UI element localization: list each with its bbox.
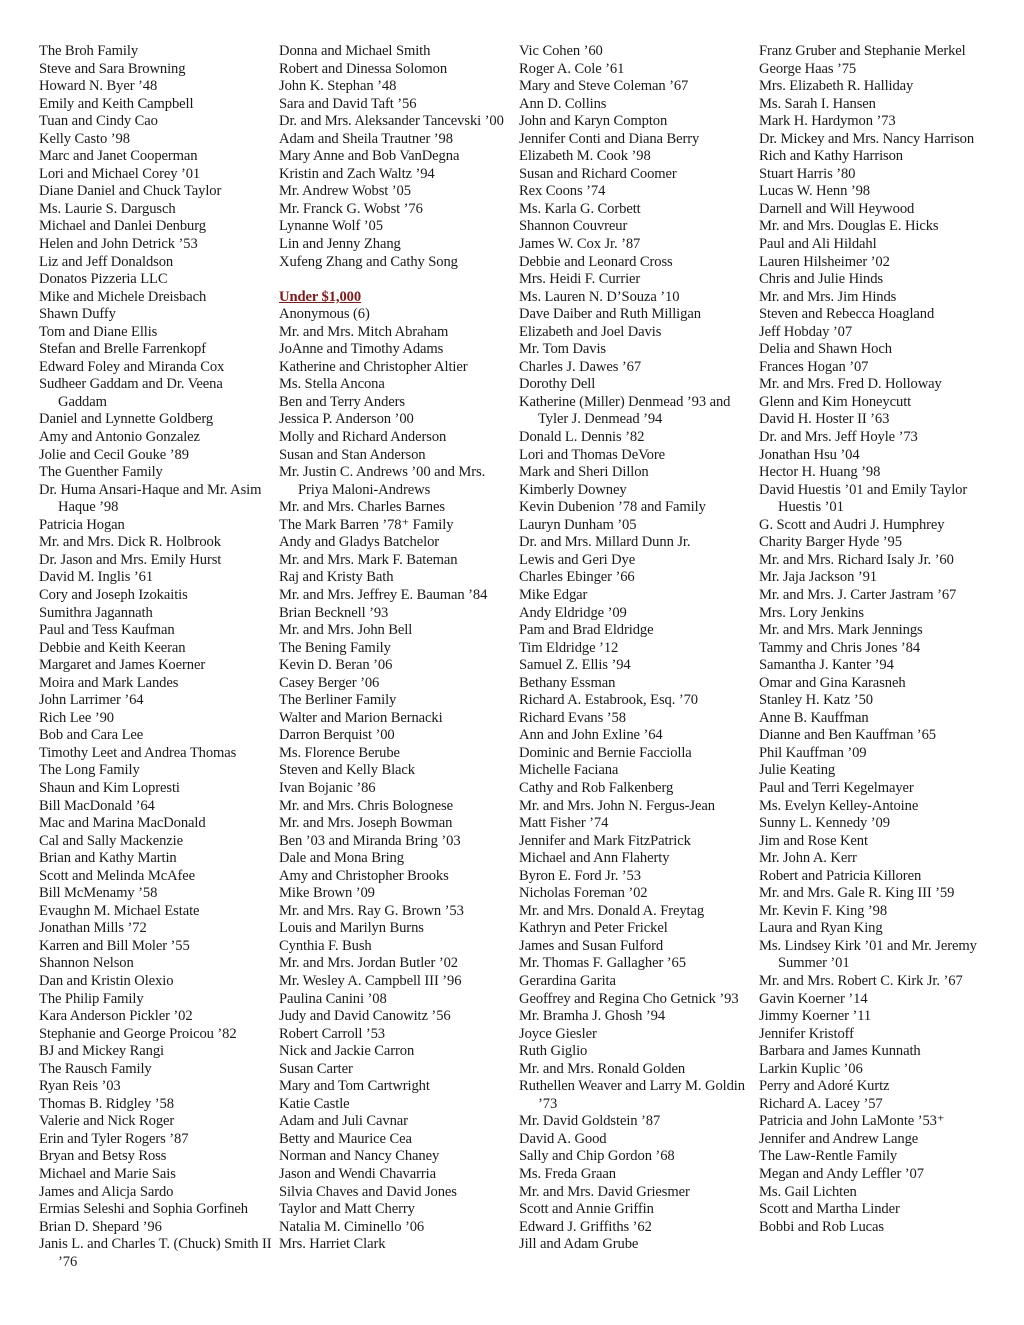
donor-name: Marc and Janet Cooperman: [39, 148, 198, 165]
donor-name: Adam and Sheila Trautner ’98: [279, 130, 453, 147]
donor-name: Richard A. Estabrook, Esq. ’70: [519, 692, 698, 709]
donor-name: Kelly Casto ’98: [39, 130, 130, 147]
donor-name: BJ and Mickey Rangi: [39, 1043, 164, 1060]
donor-name: Samuel Z. Ellis ’94: [519, 657, 631, 674]
donor-name: Shaun and Kim Lopresti: [39, 779, 180, 796]
donor-name: Mr. John A. Kerr: [759, 850, 857, 867]
donor-name: Mr. and Mrs. Gale R. King III ’59: [759, 885, 955, 902]
donor-name: Roger A. Cole ’61: [519, 60, 625, 77]
donor-name: Jeff Hobday ’07: [759, 323, 853, 340]
donor-name: Emily and Keith Campbell: [39, 95, 194, 112]
donor-name: Mark H. Hardymon ’73: [759, 113, 896, 130]
donor-name: John Larrimer ’64: [39, 692, 144, 709]
donor-name: Mr. Wesley A. Campbell III ’96: [279, 972, 462, 989]
donor-name: Cory and Joseph Izokaitis: [39, 586, 188, 603]
donor-name: Andy and Gladys Batchelor: [279, 534, 440, 551]
donor-name: Steven and Kelly Black: [279, 762, 415, 779]
donor-name: Ms. Lindsey Kirk ’01 and Mr. Jeremy Summer ’01: [759, 937, 977, 972]
donor-name: Dominic and Bernie Facciolla: [519, 744, 692, 761]
donor-name: Bobbi and Rob Lucas: [759, 1218, 884, 1235]
donor-name: Tim Eldridge ’12: [519, 639, 619, 656]
donor-name: Phil Kauffman ’09: [759, 744, 867, 761]
donor-name: Cal and Sally Mackenzie: [39, 832, 183, 849]
donor-name: Charity Barger Hyde ’95: [759, 534, 902, 551]
donor-name: Michael and Danlei Denburg: [39, 218, 206, 235]
donor-name: Xufeng Zhang and Cathy Song: [279, 253, 458, 270]
donor-column-1: [39, 43, 275, 1271]
donor-name: Bill McMenamy ’58: [39, 885, 158, 902]
donor-name: Ann D. Collins: [519, 95, 607, 112]
donor-name: Diane Daniel and Chuck Taylor: [39, 183, 222, 200]
donor-name: Susan and Stan Anderson: [279, 446, 426, 463]
donor-name: Barbara and James Kunnath: [759, 1043, 921, 1060]
donor-name: Perry and Adoré Kurtz: [759, 1078, 890, 1095]
donor-name: Mike Edgar: [519, 586, 588, 603]
donor-name: Jonathan Hsu ’04: [759, 446, 860, 463]
donor-name: Elizabeth and Joel Davis: [519, 323, 662, 340]
donor-name: Dale and Mona Bring: [279, 850, 404, 867]
donor-name: Louis and Marilyn Burns: [279, 920, 424, 937]
donor-name: David M. Inglis ’61: [39, 569, 154, 586]
donor-name: Dr. and Mrs. Millard Dunn Jr.: [519, 534, 691, 551]
donor-name: Adam and Juli Cavnar: [279, 1113, 408, 1130]
donor-name: The Bening Family: [279, 639, 391, 656]
donor-name: Mr. Tom Davis: [519, 341, 607, 358]
donor-name: Anonymous (6): [279, 306, 370, 323]
donor-name: Jonathan Mills ’72: [39, 920, 147, 937]
donor-name: Tuan and Cindy Cao: [39, 113, 158, 130]
donor-name: Kevin Dubenion ’78 and Family: [519, 499, 706, 516]
donor-name: James and Alicja Sardo: [39, 1183, 174, 1200]
donor-name: Debbie and Leonard Cross: [519, 253, 673, 270]
donor-name: Robert and Patricia Killoren: [759, 867, 922, 884]
donor-name: Ben and Terry Anders: [279, 393, 405, 410]
donor-name: Brian D. Shepard ’96: [39, 1218, 162, 1235]
donor-name: Steve and Sara Browning: [39, 60, 186, 77]
donor-name: Kimberly Downey: [519, 481, 627, 498]
donor-name: Stephanie and George Proicou ’82: [39, 1025, 237, 1042]
donor-name: Mr. and Mrs. Mitch Abraham: [279, 323, 449, 340]
donor-name: Mr. David Goldstein ’87: [519, 1113, 661, 1130]
donor-name: Mr. and Mrs. Douglas E. Hicks: [759, 218, 939, 235]
donor-name: G. Scott and Audri J. Humphrey: [759, 516, 945, 533]
donor-name: James W. Cox Jr. ’87: [519, 236, 641, 253]
donor-name: Ms. Florence Berube: [279, 744, 400, 761]
donor-name: Mr. and Mrs. Ronald Golden: [519, 1060, 686, 1077]
donor-name: Brian Becknell ’93: [279, 604, 389, 621]
donor-name: Mike and Michele Dreisbach: [39, 288, 207, 305]
donor-name: Shannon Couvreur: [519, 218, 628, 235]
donor-name: Byron E. Ford Jr. ’53: [519, 867, 641, 884]
donor-name: Jennifer Conti and Diana Berry: [519, 130, 700, 147]
donor-name: George Haas ’75: [759, 60, 857, 77]
donor-name: Evaughn M. Michael Estate: [39, 902, 200, 919]
donor-name: Katherine (Miller) Denmead ’93 and Tyler J. Denmead ’94: [519, 393, 731, 428]
donor-name: Margaret and James Koerner: [39, 657, 206, 674]
donor-name: John and Karyn Compton: [519, 113, 668, 130]
donor-name: James and Susan Fulford: [519, 937, 664, 954]
donor-name: Joyce Giesler: [519, 1025, 597, 1042]
donor-name: Jessica P. Anderson ’00: [279, 411, 414, 428]
donor-name: Elizabeth M. Cook ’98: [519, 148, 651, 165]
donor-name: David H. Hoster II ’63: [759, 411, 890, 428]
donor-name: Mr. Franck G. Wobst ’76: [279, 200, 423, 217]
donor-name: Ms. Karla G. Corbett: [519, 200, 641, 217]
donor-name: Lynanne Wolf ’05: [279, 218, 383, 235]
donor-name: Amy and Christopher Brooks: [279, 867, 449, 884]
donor-name: Gerardina Garita: [519, 972, 616, 989]
donor-name: Dan and Kristin Olexio: [39, 972, 174, 989]
donor-name: Mr. and Mrs. Robert C. Kirk Jr. ’67: [759, 972, 963, 989]
donor-name: Scott and Martha Linder: [759, 1201, 900, 1218]
donor-name: Tammy and Chris Jones ’84: [759, 639, 921, 656]
donor-name: Mr. Thomas F. Gallagher ’65: [519, 955, 686, 972]
donor-name: Paul and Tess Kaufman: [39, 622, 175, 639]
donor-name: Nick and Jackie Carron: [279, 1043, 415, 1060]
donor-name: Mr. and Mrs. Charles Barnes: [279, 499, 445, 516]
donor-name: Paul and Terri Kegelmayer: [759, 779, 914, 796]
donor-name: Richard Evans ’58: [519, 709, 626, 726]
donor-name: Mary Anne and Bob VanDegna: [279, 148, 460, 165]
section-spacer: [279, 271, 515, 289]
donor-name: Charles J. Dawes ’67: [519, 358, 642, 375]
donor-name: Lori and Thomas DeVore: [519, 446, 666, 463]
donor-name: Chris and Julie Hinds: [759, 271, 883, 288]
donor-name: Edward J. Griffiths ’62: [519, 1218, 652, 1235]
donor-name: Katherine and Christopher Altier: [279, 358, 468, 375]
donor-name: Mr. Bramha J. Ghosh ’94: [519, 1008, 666, 1025]
donor-name: Dr. Jason and Mrs. Emily Hurst: [39, 551, 222, 568]
donor-name: Rich Lee ’90: [39, 709, 114, 726]
donor-name: Anne B. Kauffman: [759, 709, 869, 726]
donor-name: Mr. Kevin F. King ’98: [759, 902, 888, 919]
donor-name: Darnell and Will Heywood: [759, 200, 915, 217]
donor-name: Liz and Jeff Donaldson: [39, 253, 174, 270]
donor-name: Bob and Cara Lee: [39, 727, 144, 744]
donor-name: Betty and Maurice Cea: [279, 1130, 412, 1147]
donor-name: Erin and Tyler Rogers ’87: [39, 1130, 189, 1147]
donor-name: Susan Carter: [279, 1060, 353, 1077]
donor-name: Charles Ebinger ’66: [519, 569, 635, 586]
donor-name: Darron Berquist ’00: [279, 727, 395, 744]
donor-name: Taylor and Matt Cherry: [279, 1201, 415, 1218]
donor-name: Ryan Reis ’03: [39, 1078, 121, 1095]
donor-name: Lauryn Dunham ’05: [519, 516, 637, 533]
donor-name: The Law-Rentle Family: [759, 1148, 898, 1165]
donor-name: Janis L. and Charles T. (Chuck) Smith II ’76: [39, 1236, 272, 1270]
donor-name: Julie Keating: [759, 762, 836, 779]
donor-name: Judy and David Canowitz ’56: [279, 1008, 451, 1025]
donor-name: Casey Berger ’06: [279, 674, 380, 691]
donor-name: Robert Carroll ’53: [279, 1025, 386, 1042]
donor-name: Daniel and Lynnette Goldberg: [39, 411, 214, 428]
donor-name: Silvia Chaves and David Jones: [279, 1183, 457, 1200]
donor-name: Patricia and John LaMonte ’53⁺: [759, 1113, 945, 1130]
donor-name: Richard A. Lacey ’57: [759, 1095, 883, 1112]
donor-name: Ms. Laurie S. Dargusch: [39, 200, 176, 217]
donor-name: Katie Castle: [279, 1095, 350, 1112]
donor-name: Mr. and Mrs. Joseph Bowman: [279, 815, 453, 832]
donor-name: The Philip Family: [39, 990, 144, 1007]
donor-name: The Rausch Family: [39, 1060, 152, 1077]
donor-name: JoAnne and Timothy Adams: [279, 341, 444, 358]
donor-name: Cathy and Rob Falkenberg: [519, 779, 674, 796]
donor-name: Paulina Canini ’08: [279, 990, 387, 1007]
donor-name: Paul and Ali Hildahl: [759, 236, 877, 253]
donor-name: Mrs. Lory Jenkins: [759, 604, 864, 621]
donor-name: Molly and Richard Anderson: [279, 429, 447, 446]
donor-name: Frances Hogan ’07: [759, 358, 869, 375]
donor-name: Michael and Marie Sais: [39, 1166, 176, 1182]
donor-name: Dr. and Mrs. Jeff Hoyle ’73: [759, 429, 918, 446]
donor-name: Mr. and Mrs. Jim Hinds: [759, 288, 897, 305]
donor-name: Jimmy Koerner ’11: [759, 1008, 872, 1025]
donor-name: Ann and John Exline ’64: [519, 727, 663, 744]
donor-name: Jolie and Cecil Gouke ’89: [39, 446, 189, 463]
donor-name: Ben ’03 and Miranda Bring ’03: [279, 832, 461, 849]
donor-name: Mr. Justin C. Andrews ’00 and Mrs. Priya Maloni-Andrews: [279, 464, 486, 498]
donor-name: Jason and Wendi Chavarria: [279, 1166, 436, 1182]
donor-name: The Mark Barren ’78⁺ Family: [279, 516, 454, 533]
donor-name: Lucas W. Henn ’98: [759, 183, 870, 200]
donor-name: David Huestis ’01 and Emily Taylor Huestis ’01: [759, 481, 968, 516]
donor-name: Lauren Hilsheimer ’02: [759, 253, 890, 270]
donor-name: Tom and Diane Ellis: [39, 323, 158, 340]
donor-name: Dr. and Mrs. Aleksander Tancevski ’00: [279, 113, 504, 130]
donor-name: Shawn Duffy: [39, 306, 116, 323]
donor-name: Karren and Bill Moler ’55: [39, 937, 190, 954]
donor-name: Walter and Marion Bernacki: [279, 709, 443, 726]
donor-name: Lori and Michael Corey ’01: [39, 165, 201, 182]
donor-name: Kevin D. Beran ’06: [279, 657, 393, 674]
donor-name: Mr. and Mrs. Ray G. Brown ’53: [279, 902, 464, 919]
donor-name: Larkin Kuplic ’06: [759, 1060, 863, 1077]
donor-name: Mary and Tom Cartwright: [279, 1078, 430, 1095]
donor-name: Michael and Ann Flaherty: [519, 850, 670, 867]
donor-name: Andy Eldridge ’09: [519, 604, 627, 621]
donor-name: Patricia Hogan: [39, 516, 125, 533]
donor-name: Sara and David Taft ’56: [279, 95, 417, 112]
donor-name: Mrs. Heidi F. Currier: [519, 271, 641, 288]
donor-name: The Guenther Family: [39, 464, 163, 481]
donor-name: Delia and Shawn Hoch: [759, 341, 892, 358]
donor-name: Mr. and Mrs. J. Carter Jastram ’67: [759, 586, 957, 603]
donor-name: Amy and Antonio Gonzalez: [39, 429, 200, 446]
donor-name: Ms. Sarah I. Hansen: [759, 95, 876, 112]
donor-name: Mr. and Mrs. Dick R. Holbrook: [39, 534, 221, 551]
donor-name: Donatos Pizzeria LLC: [39, 271, 168, 288]
donor-name: Bryan and Betsy Ross: [39, 1148, 167, 1165]
donor-name: Dave Daiber and Ruth Milligan: [519, 306, 701, 323]
donor-name: Mrs. Elizabeth R. Halliday: [759, 78, 914, 95]
donor-name: Donald L. Dennis ’82: [519, 429, 645, 446]
donor-name: The Berliner Family: [279, 692, 397, 709]
donor-name: Ms. Stella Ancona: [279, 376, 385, 393]
donor-name: Jennifer and Andrew Lange: [759, 1130, 919, 1147]
donor-name: Mac and Marina MacDonald: [39, 815, 206, 832]
donor-name: Brian and Kathy Martin: [39, 850, 177, 867]
donor-name: Ms. Evelyn Kelley-Antoine: [759, 797, 919, 814]
donor-name: Rex Coons ’74: [519, 183, 606, 200]
donor-name: Laura and Ryan King: [759, 920, 883, 937]
donor-name: Stefan and Brelle Farrenkopf: [39, 341, 206, 358]
donor-name: Mike Brown ’09: [279, 885, 375, 902]
donor-name: Sudheer Gaddam and Dr. Veena Gaddam: [39, 376, 223, 410]
donor-column-2: [279, 43, 515, 1254]
donor-name: Mrs. Harriet Clark: [279, 1236, 386, 1253]
donor-name: Mr. and Mrs. Mark F. Bateman: [279, 551, 458, 568]
donor-name: Kristin and Zach Waltz ’94: [279, 165, 435, 182]
donor-name: Shannon Nelson: [39, 955, 134, 972]
donor-name: Kathryn and Peter Frickel: [519, 920, 668, 937]
donor-name: Ms. Gail Lichten: [759, 1183, 857, 1200]
donor-name: Vic Cohen ’60: [519, 43, 603, 59]
donor-name: Mr. and Mrs. Fred D. Holloway: [759, 376, 942, 393]
donor-name: Ruth Giglio: [519, 1043, 588, 1060]
donor-name: Dr. Huma Ansari-Haque and Mr. Asim Haque ’98: [39, 481, 262, 516]
donor-name: Megan and Andy Leffler ’07: [759, 1166, 924, 1182]
donor-name: Glenn and Kim Honeycutt: [759, 393, 912, 410]
donor-name: Moira and Mark Landes: [39, 674, 179, 691]
donor-name: David A. Good: [519, 1130, 607, 1147]
donor-name: Norman and Nancy Chaney: [279, 1148, 440, 1165]
donor-name: Ruthellen Weaver and Larry M. Goldin ’73: [519, 1078, 745, 1112]
donor-name: Ermias Seleshi and Sophia Gorfineh: [39, 1201, 248, 1218]
donor-name: Jennifer Kristoff: [759, 1025, 854, 1042]
donor-name: The Broh Family: [39, 43, 139, 59]
donor-column-4: [759, 43, 995, 1236]
donor-name: Pam and Brad Eldridge: [519, 622, 654, 639]
donor-name: Debbie and Keith Keeran: [39, 639, 186, 656]
donor-name: Sally and Chip Gordon ’68: [519, 1148, 675, 1165]
donor-name: Matt Fisher ’74: [519, 815, 609, 832]
donor-name: Gavin Koerner ’14: [759, 990, 868, 1007]
donor-name: Ms. Lauren N. D’Souza ’10: [519, 288, 680, 305]
donor-name: Stanley H. Katz ’50: [759, 692, 874, 709]
donor-name: Scott and Melinda McAfee: [39, 867, 196, 884]
donor-name: Susan and Richard Coomer: [519, 165, 677, 182]
donor-name: Mr. and Mrs. David Griesmer: [519, 1183, 690, 1200]
donor-name: Mr. and Mrs. Mark Jennings: [759, 622, 923, 639]
donor-name: Jennifer and Mark FitzPatrick: [519, 832, 691, 849]
donor-name: Mark and Sheri Dillon: [519, 464, 649, 481]
donor-name: Franz Gruber and Stephanie Merkel: [759, 43, 966, 59]
donor-name: Geoffrey and Regina Cho Getnick ’93: [519, 990, 739, 1007]
donor-name: Rich and Kathy Harrison: [759, 148, 904, 165]
donor-name: Mr. and Mrs. John N. Fergus-Jean: [519, 797, 715, 814]
donor-name: Stuart Harris ’80: [759, 165, 856, 182]
donor-name: Jim and Rose Kent: [759, 832, 868, 849]
donor-name: Valerie and Nick Roger: [39, 1113, 175, 1130]
donor-name: Helen and John Detrick ’53: [39, 236, 198, 253]
donor-name: Donna and Michael Smith: [279, 43, 431, 59]
donor-name: Scott and Annie Griffin: [519, 1201, 654, 1218]
donor-name: Bill MacDonald ’64: [39, 797, 155, 814]
donor-name: Lin and Jenny Zhang: [279, 236, 401, 253]
donor-name: Omar and Gina Karasneh: [759, 674, 906, 691]
donor-name: Dr. Mickey and Mrs. Nancy Harrison: [759, 130, 975, 147]
donor-name: Mary and Steve Coleman ’67: [519, 78, 689, 95]
donor-name: Michelle Faciana: [519, 762, 619, 779]
donor-name: Howard N. Byer ’48: [39, 78, 158, 95]
donor-name: Mr. and Mrs. Jordan Butler ’02: [279, 955, 458, 972]
donor-name: Raj and Kristy Bath: [279, 569, 394, 586]
donor-name: Hector H. Huang ’98: [759, 464, 881, 481]
donor-name: Robert and Dinessa Solomon: [279, 60, 448, 77]
donor-name: Mr. and Mrs. Donald A. Freytag: [519, 902, 705, 919]
donor-name: Ivan Bojanic ’86: [279, 779, 376, 796]
donor-name: Bethany Essman: [519, 674, 616, 691]
donor-name: John K. Stephan ’48: [279, 78, 397, 95]
donor-name: Mr. and Mrs. Richard Isaly Jr. ’60: [759, 551, 954, 568]
donor-name: Dianne and Ben Kauffman ’65: [759, 727, 936, 744]
donor-name: Mr. Andrew Wobst ’05: [279, 183, 411, 200]
donor-column-3: [519, 43, 755, 1254]
donor-name: Jill and Adam Grube: [519, 1236, 639, 1253]
donor-name: Kara Anderson Pickler ’02: [39, 1008, 193, 1025]
donor-name: Mr. Jaja Jackson ’91: [759, 569, 877, 586]
donor-name: Nicholas Foreman ’02: [519, 885, 648, 902]
donor-name: Thomas B. Ridgley ’58: [39, 1095, 174, 1112]
donor-name: Mr. and Mrs. John Bell: [279, 622, 413, 639]
donor-name: Steven and Rebecca Hoagland: [759, 306, 935, 323]
donor-name: Edward Foley and Miranda Cox: [39, 358, 225, 375]
donor-name: Lewis and Geri Dye: [519, 551, 636, 568]
donor-name: Natalia M. Ciminello ’06: [279, 1218, 425, 1235]
donor-name: Sunny L. Kennedy ’09: [759, 815, 890, 832]
donor-name: The Long Family: [39, 762, 140, 779]
donor-name: Cynthia F. Bush: [279, 937, 372, 954]
donor-name: Mr. and Mrs. Chris Bolognese: [279, 797, 453, 814]
donor-name: Mr. and Mrs. Jeffrey E. Bauman ’84: [279, 586, 488, 603]
donor-name: Samantha J. Kanter ’94: [759, 657, 894, 674]
donor-name: Sumithra Jagannath: [39, 604, 153, 621]
section-heading: Under $1,000: [279, 288, 362, 305]
donor-name: Dorothy Dell: [519, 376, 596, 393]
donor-name: Timothy Leet and Andrea Thomas: [39, 744, 237, 761]
donor-name: Ms. Freda Graan: [519, 1166, 616, 1182]
